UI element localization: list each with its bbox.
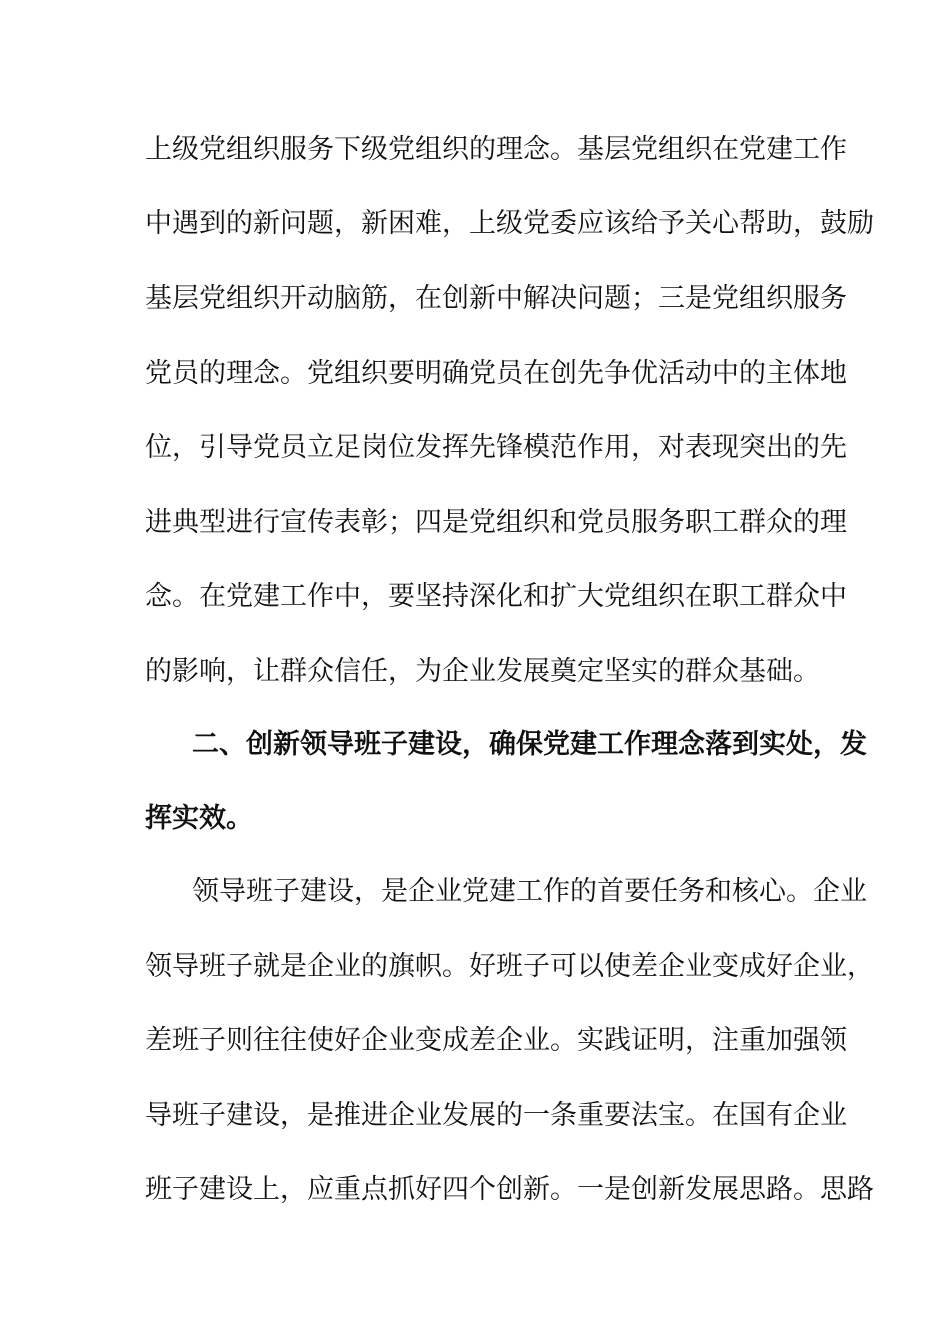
section-heading-continued: 挥实效。 — [145, 803, 253, 834]
body-text-line: 导班子建设，是推进企业发展的一条重要法宝。在国有企业 — [145, 1100, 847, 1131]
body-text-line: 基层党组织开动脑筋，在创新中解决问题；三是党组织服务 — [145, 283, 847, 314]
body-text-line: 中遇到的新问题，新困难，上级党委应该给予关心帮助，鼓励 — [145, 208, 874, 239]
body-text-line: 班子建设上，应重点抓好四个创新。一是创新发展思路。思路 — [145, 1174, 874, 1205]
body-text-line: 位，引导党员立足岗位发挥先锋模范作用，对表现突出的先 — [145, 432, 847, 463]
section-heading: 二、创新领导班子建设，确保党建工作理念落到实处，发 — [192, 729, 867, 760]
body-text-line: 差班子则往往使好企业变成差企业。实践证明，注重加强领 — [145, 1025, 847, 1056]
body-text-line: 的影响，让群众信任，为企业发展奠定坚实的群众基础。 — [145, 656, 820, 687]
body-text-line: 进典型进行宣传表彰；四是党组织和党员服务职工群众的理 — [145, 507, 847, 538]
body-text-line: 念。在党建工作中，要坚持深化和扩大党组织在职工群众中 — [145, 581, 847, 612]
body-text-line: 领导班子就是企业的旗帜。好班子可以使差企业变成好企业， — [145, 951, 874, 982]
body-text-line: 领导班子建设，是企业党建工作的首要任务和核心。企业 — [192, 876, 867, 907]
body-text-line: 上级党组织服务下级党组织的理念。基层党组织在党建工作 — [145, 134, 847, 165]
body-text-line: 党员的理念。党组织要明确党员在创先争优活动中的主体地 — [145, 358, 847, 389]
